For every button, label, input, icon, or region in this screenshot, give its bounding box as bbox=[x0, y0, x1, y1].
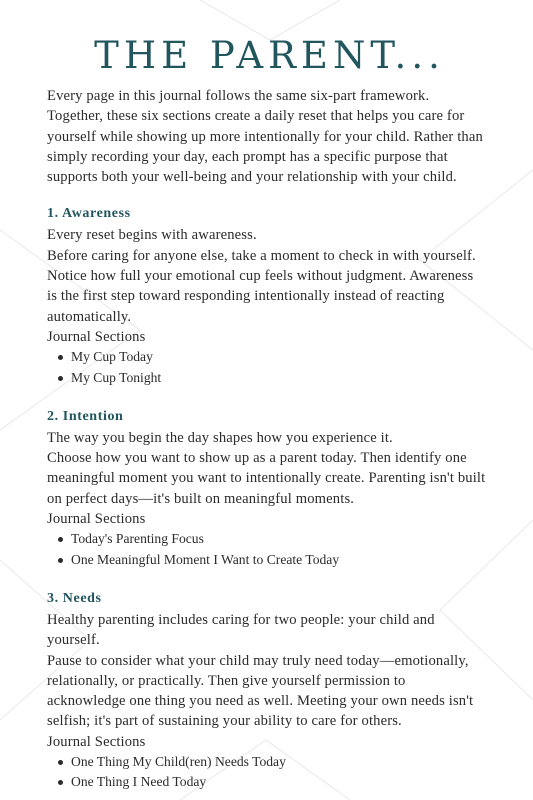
intro-paragraph: Every page in this journal follows the same six-part framework. Together, these six sections create a daily reset that helps you care for yourself while showing up more intentionally for your child. Rather than simply recording your day, each prompt has a specific purpose that supports both your well-being and your relationship with your child. bbox=[47, 88, 483, 186]
section-heading: 2. Intention bbox=[47, 408, 124, 424]
list-item: Today's Parenting Focus bbox=[71, 529, 486, 549]
journal-sections-label: Journal Sections bbox=[47, 511, 146, 528]
section-heading: 3. Needs bbox=[47, 590, 102, 606]
page-title: THE PARENT... bbox=[94, 34, 445, 77]
section-heading: 1. Awareness bbox=[47, 206, 131, 222]
section-intention bbox=[47, 408, 486, 570]
section-needs bbox=[47, 590, 486, 793]
journal-sections-list bbox=[47, 529, 486, 570]
section-lead: Healthy parenting includes caring for two people: your child and yourself. bbox=[47, 611, 435, 649]
section-body: Pause to consider what your child may truly need today—emotionally, relationally, or practically. Then give yourself permission to acknowledge one thing you need as well. Meeting your own needs isn't selfish; it's part of sustaining your ability to care for others. bbox=[47, 652, 474, 730]
section-body: Before caring for anyone else, take a moment to check in with yourself. Notice how full your emotional cup feels without judgment. Awareness is the first step toward responding intentionally instead of reacting automatically. bbox=[47, 247, 476, 325]
list-item: One Meaningful Moment I Want to Create Today bbox=[71, 550, 486, 570]
list-item: My Cup Tonight bbox=[71, 368, 486, 388]
journal-sections-label: Journal Sections bbox=[47, 733, 146, 750]
journal-sections-label: Journal Sections bbox=[47, 328, 146, 345]
section-lead: The way you begin the day shapes how you experience it. bbox=[47, 429, 393, 446]
journal-sections-list bbox=[47, 347, 486, 388]
journal-sections-list bbox=[47, 752, 486, 793]
section-body: Choose how you want to show up as a parent today. Then identify one meaningful moment you want to intentionally create. Parenting isn't built on perfect days—it's built on meaningful moments. bbox=[47, 450, 486, 507]
section-awareness bbox=[47, 205, 486, 387]
list-item: My Cup Today bbox=[71, 347, 486, 367]
list-item: One Thing I Need Today bbox=[71, 772, 486, 792]
section-lead: Every reset begins with awareness. bbox=[47, 227, 257, 244]
list-item: One Thing My Child(ren) Needs Today bbox=[71, 752, 486, 772]
